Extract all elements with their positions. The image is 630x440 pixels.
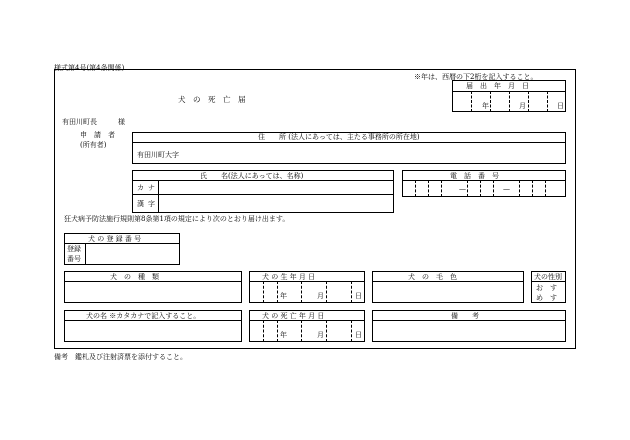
- name-header: 氏 名(法人にあっては、名称): [200, 172, 304, 180]
- phone-header: 電 話 番 号: [450, 172, 499, 180]
- sex-female-option[interactable]: め す: [536, 294, 557, 302]
- phone-input[interactable]: [403, 181, 565, 196]
- death-year-unit: 年: [280, 331, 287, 339]
- kana-name-input[interactable]: [160, 181, 392, 193]
- birthdate-input[interactable]: [250, 282, 364, 302]
- death-month-unit: 月: [317, 331, 324, 339]
- remarks-input[interactable]: [373, 321, 565, 341]
- address-input[interactable]: [180, 145, 560, 162]
- birth-year-unit: 年: [280, 292, 287, 300]
- kanji-name-input[interactable]: [160, 195, 392, 212]
- filing-month-unit: 月: [519, 102, 526, 110]
- phone-dash-1: —: [459, 185, 466, 193]
- color-header: 犬 の 毛 色: [408, 273, 457, 281]
- remarks-header: 備 考: [451, 312, 479, 320]
- registration-label-2: 番号: [67, 255, 81, 263]
- breed-input[interactable]: [65, 282, 241, 302]
- form-title: 犬 の 死 亡 届: [178, 95, 246, 104]
- statement: 狂犬病予防法施行規則第8条第1項の規定により次のとおり届け出ます。: [64, 215, 290, 223]
- filing-date-header: 届 出 年 月 日: [466, 82, 529, 90]
- filing-date-input[interactable]: [472, 92, 566, 112]
- death-day-unit: 日: [355, 331, 362, 339]
- dogname-header: 犬の名 ※カタカナで記入すること。: [86, 312, 201, 320]
- birthdate-header: 犬 の 生 年 月 日: [262, 273, 316, 281]
- kana-label: カナ: [137, 184, 159, 192]
- phone-dash-2: —: [503, 185, 510, 193]
- birth-day-unit: 日: [355, 292, 362, 300]
- dogname-input[interactable]: [65, 321, 241, 341]
- filing-day-unit: 日: [557, 102, 564, 110]
- footer-note: 備考 鑑札及び注射済票を添付すること。: [54, 353, 187, 361]
- breed-header: 犬 の 種 類: [110, 273, 159, 281]
- form-style-number: 様式第4号(第4条関係): [54, 64, 125, 72]
- filing-year-unit: 年: [482, 102, 489, 110]
- deathdate-header: 犬 の 死 亡 年 月 日: [262, 312, 325, 320]
- sex-header: 犬の性別: [534, 273, 562, 281]
- applicant-label: 申 請 者: [80, 131, 115, 139]
- address-header: 住 所 (法人にあっては、主たる事務所の所在地): [258, 133, 420, 141]
- registration-header: 犬 の 登 録 番 号: [88, 235, 142, 243]
- owner-label: (所有者): [80, 141, 107, 149]
- registration-label-1: 登録: [67, 245, 81, 253]
- address-value: 有田川町大字: [137, 151, 179, 159]
- year-note: ※年は、西暦の下2桁を記入すること。: [414, 73, 538, 81]
- registration-input[interactable]: [87, 244, 179, 264]
- birth-month-unit: 月: [317, 292, 324, 300]
- kanji-label: 漢字: [137, 200, 159, 208]
- color-input[interactable]: [373, 282, 523, 302]
- sex-male-option[interactable]: お す: [536, 284, 557, 292]
- addressee: 有田川町長 様: [62, 118, 125, 126]
- deathdate-input[interactable]: [250, 321, 364, 341]
